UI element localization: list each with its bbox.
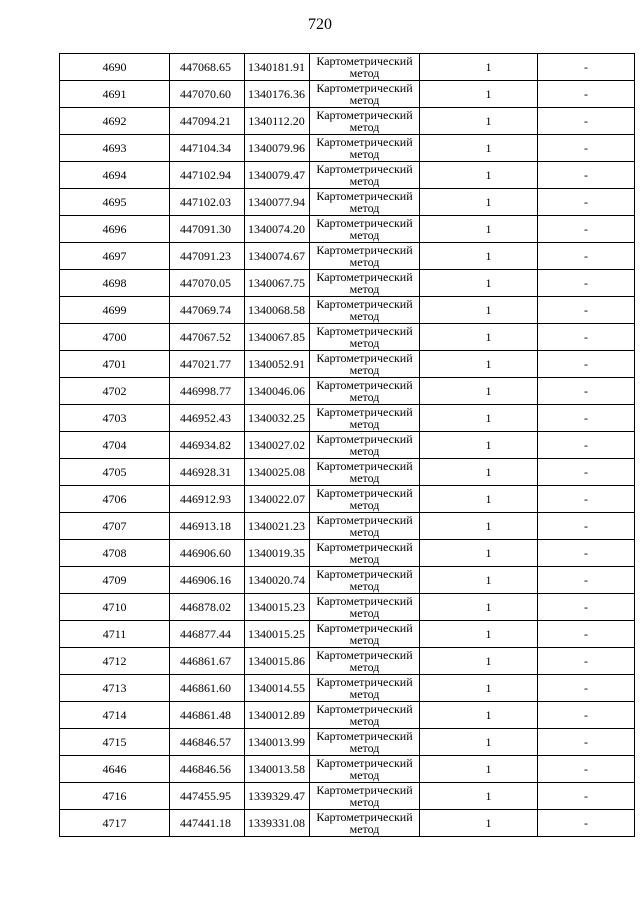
dash-cell: - bbox=[538, 81, 635, 108]
x-coordinate-cell: 447091.30 bbox=[170, 216, 245, 243]
dash-cell: - bbox=[538, 189, 635, 216]
x-coordinate-cell: 447021.77 bbox=[170, 351, 245, 378]
table-row bbox=[60, 459, 635, 486]
table-row bbox=[60, 54, 635, 81]
x-coordinate-cell: 446928.31 bbox=[170, 459, 245, 486]
x-coordinate-cell: 446861.60 bbox=[170, 675, 245, 702]
method-line-2: метод bbox=[349, 417, 380, 431]
method-line-2: метод bbox=[349, 255, 380, 269]
table-row bbox=[60, 783, 635, 810]
method-line-2: метод bbox=[349, 552, 380, 566]
method-line-2: метод bbox=[349, 201, 380, 215]
method-cell bbox=[310, 297, 420, 324]
method-line-2: метод bbox=[349, 714, 380, 728]
count-cell: 1 bbox=[420, 648, 538, 675]
method-line-2: метод bbox=[349, 525, 380, 539]
method-line-2: метод bbox=[349, 336, 380, 350]
point-id-cell: 4697 bbox=[60, 243, 170, 270]
count-cell: 1 bbox=[420, 135, 538, 162]
table-row bbox=[60, 216, 635, 243]
method-line-1: Картометрический bbox=[316, 810, 413, 824]
point-id-cell: 4703 bbox=[60, 405, 170, 432]
table-row bbox=[60, 594, 635, 621]
method-line-1: Картометрический bbox=[316, 405, 413, 419]
method-line-2: метод bbox=[349, 471, 380, 485]
method-cell bbox=[310, 189, 420, 216]
x-coordinate-cell: 446846.56 bbox=[170, 756, 245, 783]
method-line-2: метод bbox=[349, 822, 380, 836]
y-coordinate-cell: 1340176.36 bbox=[245, 81, 310, 108]
dash-cell: - bbox=[538, 594, 635, 621]
x-coordinate-cell: 446906.60 bbox=[170, 540, 245, 567]
method-line-1: Картометрический bbox=[316, 783, 413, 797]
table-row bbox=[60, 324, 635, 351]
method-line-2: метод bbox=[349, 579, 380, 593]
count-cell: 1 bbox=[420, 486, 538, 513]
point-id-cell: 4700 bbox=[60, 324, 170, 351]
method-line-2: метод bbox=[349, 768, 380, 782]
table-row bbox=[60, 378, 635, 405]
method-cell bbox=[310, 540, 420, 567]
x-coordinate-cell: 446913.18 bbox=[170, 513, 245, 540]
point-id-cell: 4715 bbox=[60, 729, 170, 756]
y-coordinate-cell: 1340077.94 bbox=[245, 189, 310, 216]
point-id-cell: 4708 bbox=[60, 540, 170, 567]
count-cell: 1 bbox=[420, 216, 538, 243]
count-cell: 1 bbox=[420, 189, 538, 216]
dash-cell: - bbox=[538, 702, 635, 729]
method-cell bbox=[310, 108, 420, 135]
dash-cell: - bbox=[538, 243, 635, 270]
y-coordinate-cell: 1340032.25 bbox=[245, 405, 310, 432]
method-cell bbox=[310, 648, 420, 675]
method-line-2: метод bbox=[349, 309, 380, 323]
table-row bbox=[60, 810, 635, 837]
y-coordinate-cell: 1340068.58 bbox=[245, 297, 310, 324]
count-cell: 1 bbox=[420, 459, 538, 486]
method-line-2: метод bbox=[349, 741, 380, 755]
y-coordinate-cell: 1339331.08 bbox=[245, 810, 310, 837]
dash-cell: - bbox=[538, 324, 635, 351]
dash-cell: - bbox=[538, 162, 635, 189]
point-id-cell: 4694 bbox=[60, 162, 170, 189]
method-line-2: метод bbox=[349, 228, 380, 242]
dash-cell: - bbox=[538, 513, 635, 540]
y-coordinate-cell: 1340015.23 bbox=[245, 594, 310, 621]
method-line-2: метод bbox=[349, 606, 380, 620]
method-cell bbox=[310, 810, 420, 837]
count-cell: 1 bbox=[420, 675, 538, 702]
table-row bbox=[60, 432, 635, 459]
point-id-cell: 4698 bbox=[60, 270, 170, 297]
x-coordinate-cell: 446952.43 bbox=[170, 405, 245, 432]
point-id-cell: 4695 bbox=[60, 189, 170, 216]
method-cell bbox=[310, 756, 420, 783]
method-cell bbox=[310, 675, 420, 702]
y-coordinate-cell: 1339329.47 bbox=[245, 783, 310, 810]
method-line-1: Картометрический bbox=[316, 540, 413, 554]
table-row bbox=[60, 162, 635, 189]
method-line-2: метод bbox=[349, 174, 380, 188]
x-coordinate-cell: 447441.18 bbox=[170, 810, 245, 837]
point-id-cell: 4705 bbox=[60, 459, 170, 486]
method-cell bbox=[310, 459, 420, 486]
count-cell: 1 bbox=[420, 297, 538, 324]
x-coordinate-cell: 447068.65 bbox=[170, 54, 245, 81]
point-id-cell: 4692 bbox=[60, 108, 170, 135]
x-coordinate-cell: 447094.21 bbox=[170, 108, 245, 135]
method-cell bbox=[310, 702, 420, 729]
x-coordinate-cell: 446934.82 bbox=[170, 432, 245, 459]
method-line-2: метод bbox=[349, 93, 380, 107]
table-row bbox=[60, 81, 635, 108]
method-line-1: Картометрический bbox=[316, 54, 413, 68]
method-line-2: метод bbox=[349, 498, 380, 512]
count-cell: 1 bbox=[420, 594, 538, 621]
method-cell bbox=[310, 378, 420, 405]
count-cell: 1 bbox=[420, 729, 538, 756]
point-id-cell: 4702 bbox=[60, 378, 170, 405]
table-row bbox=[60, 297, 635, 324]
point-id-cell: 4717 bbox=[60, 810, 170, 837]
dash-cell: - bbox=[538, 756, 635, 783]
table-row bbox=[60, 108, 635, 135]
method-cell bbox=[310, 567, 420, 594]
table-row bbox=[60, 675, 635, 702]
method-cell bbox=[310, 729, 420, 756]
y-coordinate-cell: 1340027.02 bbox=[245, 432, 310, 459]
count-cell: 1 bbox=[420, 108, 538, 135]
method-line-1: Картометрический bbox=[316, 594, 413, 608]
y-coordinate-cell: 1340012.89 bbox=[245, 702, 310, 729]
method-cell bbox=[310, 432, 420, 459]
table-row bbox=[60, 270, 635, 297]
point-id-cell: 4709 bbox=[60, 567, 170, 594]
method-cell bbox=[310, 270, 420, 297]
method-line-1: Картометрический bbox=[316, 675, 413, 689]
dash-cell: - bbox=[538, 351, 635, 378]
coordinates-table bbox=[59, 53, 635, 837]
dash-cell: - bbox=[538, 729, 635, 756]
table-row bbox=[60, 729, 635, 756]
point-id-cell: 4696 bbox=[60, 216, 170, 243]
table-row bbox=[60, 567, 635, 594]
dash-cell: - bbox=[538, 810, 635, 837]
x-coordinate-cell: 446846.57 bbox=[170, 729, 245, 756]
dash-cell: - bbox=[538, 567, 635, 594]
y-coordinate-cell: 1340019.35 bbox=[245, 540, 310, 567]
point-id-cell: 4699 bbox=[60, 297, 170, 324]
page-number: 720 bbox=[308, 16, 332, 33]
method-line-2: метод bbox=[349, 282, 380, 296]
method-cell bbox=[310, 351, 420, 378]
method-cell bbox=[310, 405, 420, 432]
table-row bbox=[60, 756, 635, 783]
method-line-1: Картометрический bbox=[316, 243, 413, 257]
count-cell: 1 bbox=[420, 270, 538, 297]
method-line-1: Картометрический bbox=[316, 135, 413, 149]
dash-cell: - bbox=[538, 648, 635, 675]
point-id-cell: 4713 bbox=[60, 675, 170, 702]
point-id-cell: 4711 bbox=[60, 621, 170, 648]
y-coordinate-cell: 1340022.07 bbox=[245, 486, 310, 513]
dash-cell: - bbox=[538, 54, 635, 81]
method-line-2: метод bbox=[349, 633, 380, 647]
method-cell bbox=[310, 135, 420, 162]
x-coordinate-cell: 446878.02 bbox=[170, 594, 245, 621]
method-line-2: метод bbox=[349, 66, 380, 80]
count-cell: 1 bbox=[420, 162, 538, 189]
method-line-1: Картометрический bbox=[316, 162, 413, 176]
point-id-cell: 4716 bbox=[60, 783, 170, 810]
table-row bbox=[60, 513, 635, 540]
method-line-2: метод bbox=[349, 363, 380, 377]
dash-cell: - bbox=[538, 783, 635, 810]
y-coordinate-cell: 1340112.20 bbox=[245, 108, 310, 135]
method-line-2: метод bbox=[349, 147, 380, 161]
dash-cell: - bbox=[538, 378, 635, 405]
x-coordinate-cell: 447104.34 bbox=[170, 135, 245, 162]
count-cell: 1 bbox=[420, 243, 538, 270]
point-id-cell: 4714 bbox=[60, 702, 170, 729]
table-row bbox=[60, 189, 635, 216]
point-id-cell: 4691 bbox=[60, 81, 170, 108]
x-coordinate-cell: 447102.03 bbox=[170, 189, 245, 216]
dash-cell: - bbox=[538, 621, 635, 648]
x-coordinate-cell: 446861.67 bbox=[170, 648, 245, 675]
method-line-2: метод bbox=[349, 120, 380, 134]
x-coordinate-cell: 446998.77 bbox=[170, 378, 245, 405]
y-coordinate-cell: 1340074.20 bbox=[245, 216, 310, 243]
method-cell bbox=[310, 513, 420, 540]
y-coordinate-cell: 1340046.06 bbox=[245, 378, 310, 405]
count-cell: 1 bbox=[420, 81, 538, 108]
y-coordinate-cell: 1340067.85 bbox=[245, 324, 310, 351]
count-cell: 1 bbox=[420, 432, 538, 459]
y-coordinate-cell: 1340015.86 bbox=[245, 648, 310, 675]
y-coordinate-cell: 1340020.74 bbox=[245, 567, 310, 594]
method-line-1: Картометрический bbox=[316, 81, 413, 95]
method-line-1: Картометрический bbox=[316, 189, 413, 203]
count-cell: 1 bbox=[420, 324, 538, 351]
x-coordinate-cell: 447102.94 bbox=[170, 162, 245, 189]
method-line-1: Картометрический bbox=[316, 432, 413, 446]
method-line-1: Картометрический bbox=[316, 459, 413, 473]
dash-cell: - bbox=[538, 270, 635, 297]
y-coordinate-cell: 1340079.47 bbox=[245, 162, 310, 189]
table-row bbox=[60, 540, 635, 567]
y-coordinate-cell: 1340025.08 bbox=[245, 459, 310, 486]
method-line-1: Картометрический bbox=[316, 702, 413, 716]
y-coordinate-cell: 1340013.58 bbox=[245, 756, 310, 783]
method-cell bbox=[310, 54, 420, 81]
method-cell bbox=[310, 243, 420, 270]
method-line-1: Картометрический bbox=[316, 756, 413, 770]
point-id-cell: 4646 bbox=[60, 756, 170, 783]
coordinates-table-body bbox=[60, 54, 635, 837]
table-row bbox=[60, 351, 635, 378]
table-row bbox=[60, 405, 635, 432]
table-row bbox=[60, 135, 635, 162]
count-cell: 1 bbox=[420, 540, 538, 567]
point-id-cell: 4706 bbox=[60, 486, 170, 513]
method-line-2: метод bbox=[349, 444, 380, 458]
count-cell: 1 bbox=[420, 351, 538, 378]
dash-cell: - bbox=[538, 486, 635, 513]
point-id-cell: 4693 bbox=[60, 135, 170, 162]
count-cell: 1 bbox=[420, 621, 538, 648]
method-cell bbox=[310, 783, 420, 810]
y-coordinate-cell: 1340074.67 bbox=[245, 243, 310, 270]
point-id-cell: 4707 bbox=[60, 513, 170, 540]
table-row bbox=[60, 486, 635, 513]
dash-cell: - bbox=[538, 432, 635, 459]
point-id-cell: 4712 bbox=[60, 648, 170, 675]
method-line-2: метод bbox=[349, 390, 380, 404]
y-coordinate-cell: 1340015.25 bbox=[245, 621, 310, 648]
y-coordinate-cell: 1340067.75 bbox=[245, 270, 310, 297]
dash-cell: - bbox=[538, 297, 635, 324]
x-coordinate-cell: 447091.23 bbox=[170, 243, 245, 270]
x-coordinate-cell: 446912.93 bbox=[170, 486, 245, 513]
x-coordinate-cell: 447070.05 bbox=[170, 270, 245, 297]
table-row bbox=[60, 621, 635, 648]
dash-cell: - bbox=[538, 405, 635, 432]
count-cell: 1 bbox=[420, 405, 538, 432]
x-coordinate-cell: 446877.44 bbox=[170, 621, 245, 648]
y-coordinate-cell: 1340052.91 bbox=[245, 351, 310, 378]
count-cell: 1 bbox=[420, 702, 538, 729]
method-line-1: Картометрический bbox=[316, 513, 413, 527]
table-row bbox=[60, 648, 635, 675]
dash-cell: - bbox=[538, 216, 635, 243]
y-coordinate-cell: 1340021.23 bbox=[245, 513, 310, 540]
method-cell bbox=[310, 216, 420, 243]
method-line-1: Картометрический bbox=[316, 108, 413, 122]
count-cell: 1 bbox=[420, 756, 538, 783]
y-coordinate-cell: 1340181.91 bbox=[245, 54, 310, 81]
method-line-1: Картометрический bbox=[316, 351, 413, 365]
method-line-1: Картометрический bbox=[316, 216, 413, 230]
x-coordinate-cell: 446906.16 bbox=[170, 567, 245, 594]
method-line-1: Картометрический bbox=[316, 729, 413, 743]
table-row bbox=[60, 702, 635, 729]
y-coordinate-cell: 1340014.55 bbox=[245, 675, 310, 702]
method-line-1: Картометрический bbox=[316, 486, 413, 500]
y-coordinate-cell: 1340013.99 bbox=[245, 729, 310, 756]
method-line-1: Картометрический bbox=[316, 621, 413, 635]
dash-cell: - bbox=[538, 540, 635, 567]
method-cell bbox=[310, 486, 420, 513]
count-cell: 1 bbox=[420, 810, 538, 837]
point-id-cell: 4701 bbox=[60, 351, 170, 378]
dash-cell: - bbox=[538, 135, 635, 162]
x-coordinate-cell: 447067.52 bbox=[170, 324, 245, 351]
method-line-1: Картометрический bbox=[316, 648, 413, 662]
dash-cell: - bbox=[538, 675, 635, 702]
method-line-1: Картометрический bbox=[316, 567, 413, 581]
method-line-1: Картометрический bbox=[316, 270, 413, 284]
method-cell bbox=[310, 162, 420, 189]
method-line-2: метод bbox=[349, 660, 380, 674]
table-row bbox=[60, 243, 635, 270]
method-line-1: Картометрический bbox=[316, 378, 413, 392]
point-id-cell: 4710 bbox=[60, 594, 170, 621]
x-coordinate-cell: 447069.74 bbox=[170, 297, 245, 324]
method-line-1: Картометрический bbox=[316, 324, 413, 338]
method-line-2: метод bbox=[349, 687, 380, 701]
count-cell: 1 bbox=[420, 54, 538, 81]
method-cell bbox=[310, 621, 420, 648]
count-cell: 1 bbox=[420, 513, 538, 540]
x-coordinate-cell: 447455.95 bbox=[170, 783, 245, 810]
method-cell bbox=[310, 594, 420, 621]
point-id-cell: 4690 bbox=[60, 54, 170, 81]
method-cell bbox=[310, 324, 420, 351]
dash-cell: - bbox=[538, 459, 635, 486]
x-coordinate-cell: 447070.60 bbox=[170, 81, 245, 108]
method-line-2: метод bbox=[349, 795, 380, 809]
y-coordinate-cell: 1340079.96 bbox=[245, 135, 310, 162]
count-cell: 1 bbox=[420, 567, 538, 594]
count-cell: 1 bbox=[420, 783, 538, 810]
dash-cell: - bbox=[538, 108, 635, 135]
method-line-1: Картометрический bbox=[316, 297, 413, 311]
count-cell: 1 bbox=[420, 378, 538, 405]
point-id-cell: 4704 bbox=[60, 432, 170, 459]
x-coordinate-cell: 446861.48 bbox=[170, 702, 245, 729]
method-cell bbox=[310, 81, 420, 108]
